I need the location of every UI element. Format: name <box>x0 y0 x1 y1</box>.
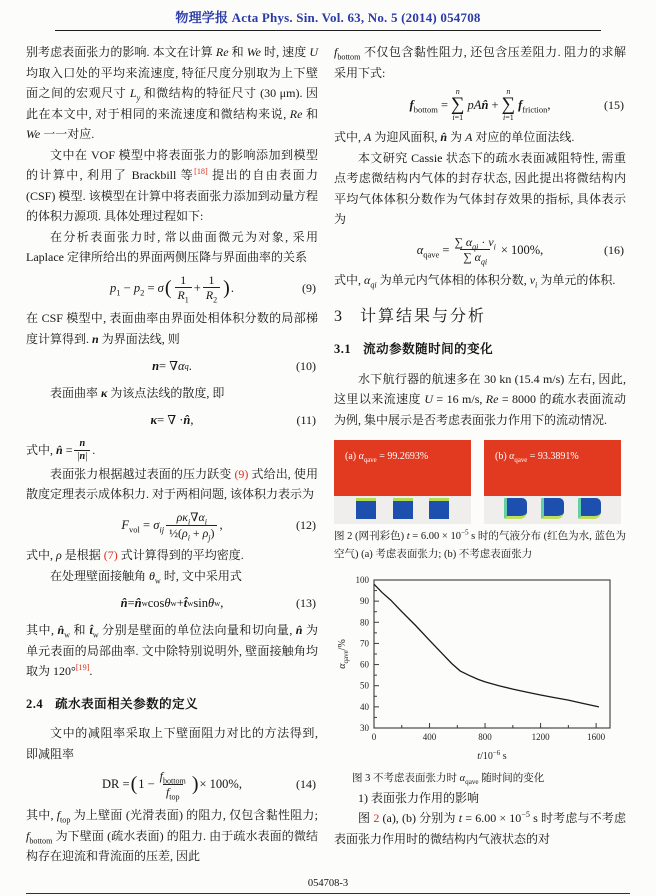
equation-13: n̂ = n̂ w cos θ w + t̂ w sin θ w , (13) <box>26 591 318 615</box>
figure2-panel-a <box>334 440 471 524</box>
section-title: 流动参数随时间的变化 <box>363 342 494 357</box>
svg-text:50: 50 <box>360 680 369 691</box>
svg-text:70: 70 <box>360 638 369 649</box>
svg-text:400: 400 <box>422 732 437 743</box>
water-region <box>334 440 471 496</box>
equation-12: $F_{vol} = \sigma_{ij}$ $\frac{\rho\kappa_i\nabla\alpha_i}{\frac{1}{2}(\rho_i + \rho_j)}$ , (12) <box>121 509 316 542</box>
svg-text:30: 30 <box>360 723 369 734</box>
ref-link[interactable]: 2 <box>373 811 380 826</box>
svg-text:1600: 1600 <box>587 732 606 743</box>
paragraph: 在处理壁面接触角 $\theta_w$ 时, 文中采用式 <box>50 568 242 586</box>
air-pocket <box>541 498 564 519</box>
paragraph: 式中, A 为迎风面积, n̂ 为 A 对应的单位面法线. <box>334 130 575 145</box>
left-column <box>26 42 318 867</box>
equation-number: (14) <box>296 777 316 792</box>
panel-b-label: (b) $\alpha_{qave} = 93.3891\%$ <box>495 451 579 465</box>
air-pocket <box>356 498 376 519</box>
figure2-panel-b <box>484 440 621 524</box>
section-heading-3 <box>334 307 626 328</box>
paragraph: 其中, $n̂_w$ 和 $t̂_w$ 分别是壁面的单位法向量和切向量, n̂ 为单元表面的局部曲率. 文中除特别说明外, 壁面接触角均取为 120°[19]. <box>26 623 318 679</box>
ref-link[interactable]: (9) <box>234 466 249 481</box>
microstructure-row <box>334 498 471 519</box>
water-region <box>484 440 621 496</box>
paragraph: 文中在 VOF 模型中将表面张力的影响添加到模型的计算中, 利用了 Brackbill 等[18] 提出的自由表面力 (CSF) 模型. 该模型在计算中将表面张力添加到动量方程的体积力源项. 具体处理过程如下: <box>26 147 318 223</box>
paragraph: 表面曲率 κ 为该点法线的散度, 即 <box>50 386 225 401</box>
section-title: 疏水表面相关参数的定义 <box>55 696 199 711</box>
svg-text:40: 40 <box>360 702 369 713</box>
air-pocket <box>578 498 601 519</box>
equation-number: (10) <box>296 358 316 373</box>
equation-number: (13) <box>296 596 316 611</box>
equation-15: $f_{bottom}$ = n ∑ i=1 pAn̂ + n ∑ i=1 $f_{friction}$, (15) <box>409 87 624 123</box>
page-number: 054708-3 <box>307 878 349 889</box>
ref-link[interactable]: [19] <box>75 663 90 673</box>
paragraph: 式中, ρ 是根据 (7) 式计算得到的平均密度. <box>26 548 244 563</box>
svg-text:800: 800 <box>478 732 492 743</box>
paragraph: 表面张力根据越过表面的压力跃变 (9) 式给出, 使用散度定理表示成体积力. 对于两相问题, 该体积力表示为 <box>26 466 318 502</box>
section-heading-2-4 <box>26 694 318 715</box>
sigma-symbol: ∑ <box>501 94 516 115</box>
paragraph: 文中的减阻率采取上下壁面阻力对比的方法得到, 即减阻率 <box>26 726 318 761</box>
equation-9: $p_1 - p_2 = \sigma$ ( $\frac{1}{R_1}$ + $\frac{1}{R_2}$ ) . (9) <box>110 272 316 305</box>
ref-link[interactable]: (7) <box>103 548 118 563</box>
page-content <box>0 31 656 867</box>
paragraph: 在 CSF 模型中, 表面曲率由界面处相体积分数的局部梯度计算得到. n 为界面法线, 则 <box>26 311 318 346</box>
paragraph: 别考虑表面张力的影响. 本文在计算 Re 和 We 时, 速度 U 均取入口处的平均来流速度, 特征尺度分别取为上下壁面之间的宏观尺寸 $L_y$ 和微结构的特征尺寸 (30 μm). 因此在本文中, 对于相同的来流速度和微结构来说, Re 和 We 一一对应. <box>26 45 318 141</box>
equation-number: (12) <box>296 517 316 532</box>
figure3-caption: 图 3 不考虑表面张力时 $\alpha_{qave}$ 随时间的变化 <box>352 773 545 787</box>
equation-14: DR = ( 1 − $\frac{f_{bottom}}{f_{top}}$ ) × 100%, (14) <box>102 769 316 802</box>
section-title: 计算结果与分析 <box>360 307 487 325</box>
section-number: 2.4 <box>26 696 44 711</box>
microstructure-row <box>484 498 621 519</box>
svg-text:90: 90 <box>360 596 369 607</box>
equation-number: (11) <box>296 413 316 428</box>
equation-number: (9) <box>302 280 316 295</box>
paragraph: $f_{bottom}$ 不仅包含黏性阻力, 还包含压差阻力. 阻力的求解采用下式: <box>334 45 626 80</box>
section-number: 3.1 <box>334 342 352 357</box>
paragraph: 式中, $\alpha_{qi}$ 为单元内气体相的体积分数, $v_i$ 为单元的体积. <box>334 273 616 290</box>
paragraph: 在分析表面张力时, 常以曲面微元为对象, 采用 Laplace 定律所给出的界面两侧压降与界面曲率的关系 <box>26 229 318 264</box>
equation-11: κ = ∇ · n̂ , (11) <box>26 409 318 433</box>
svg-text:t/10−6 s: $t/10^{-6}$ s <box>477 749 507 763</box>
air-pocket <box>429 498 449 519</box>
equation-number: (15) <box>604 97 624 112</box>
paragraph: 其中, $f_{top}$ 为上壁面 (光滑表面) 的阻力, 仅包含黏性阻力; $f_{bottom}$ 为下壁面 (疏水表面) 的阻力. 由于疏水表面的微结构存在迎流和背流面的压差, 因此 <box>26 808 318 864</box>
sigma-symbol: ∑ <box>451 94 465 115</box>
svg-text:60: 60 <box>360 659 369 670</box>
figure2-caption: 图 2 (网刊彩色) $t = 6.00 \times 10^{-5}$ s 时的气液分布 (红色为水, 蓝色为空气) (a) 考虑表面张力; (b) 不考虑表面张力 <box>334 528 626 560</box>
ref-link[interactable]: [18] <box>194 167 208 176</box>
equation-number: (16) <box>604 242 624 257</box>
svg-text:1200: 1200 <box>531 732 550 743</box>
svg-text:0: 0 <box>371 732 377 743</box>
figure2 <box>334 440 626 524</box>
air-pocket <box>504 498 527 519</box>
paragraph: 图 2 (a), (b) 分别为 $t = 6.00 \times 10^{-5}$ s 时考虑与不考虑表面张力作用时的微结构内气液状态的对 <box>334 810 626 846</box>
paragraph: 水下航行器的航速多在 30 kn (15.4 m/s) 左右, 因此, 这里以来流速度 U = 16 m/s, Re = 8000 的疏水表面流动为例, 集中展示是否考虑表面张力作用下的流动情况. <box>334 371 626 427</box>
right-column <box>334 42 626 867</box>
air-pocket <box>393 498 413 519</box>
svg-text:100: 100 <box>355 575 369 586</box>
paragraph-inline-equation: 式中, n̂ = $\frac{n}{|n|}$ . <box>26 437 96 463</box>
paragraph: 1) 表面张力作用的影响 <box>358 790 479 805</box>
section-heading-3-1 <box>334 339 626 360</box>
figure3-plot <box>334 572 626 768</box>
equation-16: $\alpha_{qave}$ = $\frac{\sum \alpha_{qi} \cdot v_i}{\sum \alpha_{qi}}$ × 100%, (16) <box>416 234 624 267</box>
equation-10: n = ∇ α q . (10) <box>26 354 318 378</box>
journal-header: 物理学报 Acta Phys. Sin. Vol. 63, No. 5 (2014) 054708 <box>175 10 481 25</box>
paragraph: 本文研究 Cassie 状态下的疏水表面减阻特性, 需重点考虑微结构内气体的封存状态, 因此提出将微结构内平均气体体积分数作为气体封存效果的指标, 具体表示为 <box>334 150 626 227</box>
panel-a-label: (a) $\alpha_{qave} = 99.2693\%$ <box>345 451 429 465</box>
svg-text:αqave/%: $\alpha_{qave}/\%$ <box>337 639 350 670</box>
footer-rule <box>26 893 630 894</box>
section-number: 3 <box>334 307 344 325</box>
svg-text:80: 80 <box>360 617 369 628</box>
